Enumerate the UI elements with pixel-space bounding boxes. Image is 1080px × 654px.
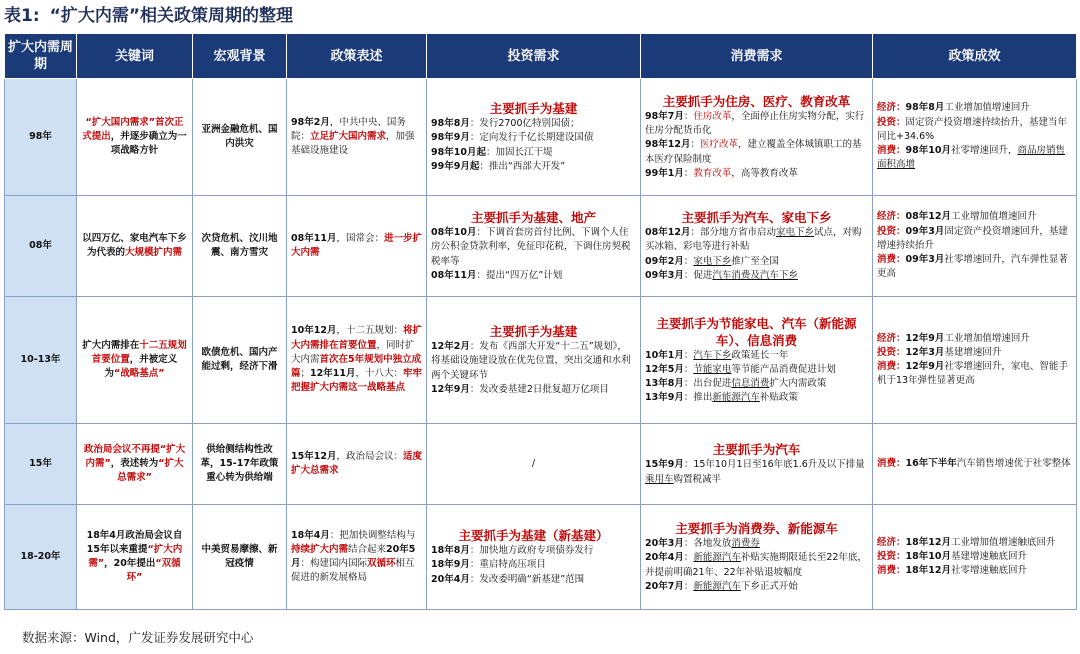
text-segment: ：推出 <box>683 392 713 404</box>
table-row <box>5 79 1077 196</box>
header-investment: 投资需求 <box>427 34 641 79</box>
header-consumption: 消费需求 <box>641 34 873 79</box>
list-item <box>645 391 868 405</box>
text-segment: 20年5月 <box>291 543 416 569</box>
period-cell: 18-20年 <box>5 505 77 610</box>
list-item <box>645 363 868 377</box>
text-segment: 经济： <box>877 536 906 548</box>
text-segment: 试点，对购买冰箱、彩电等进行补贴 <box>645 227 862 253</box>
investment-demand-cell <box>427 297 641 424</box>
consumption-demand-cell <box>641 505 873 610</box>
text-segment: ，20年提出 <box>104 558 156 569</box>
text-segment: 消费： <box>877 457 906 469</box>
text-segment: 节能家电 <box>693 363 732 375</box>
text-segment: ：下调首套房首付比例、下调个人住房公积金贷款利率，免征印花税，下调住房契税税率等 <box>431 227 631 267</box>
data-source-note: 数据来源：Wind，广发证券发展研究中心 <box>22 630 254 645</box>
list-item <box>431 146 636 160</box>
consumption-demand-cell <box>641 424 873 505</box>
text-segment: ，并逐步确立为一项战略方针 <box>110 130 187 157</box>
list-item <box>431 383 636 397</box>
text-segment: 适度扩大总需求 <box>291 450 422 476</box>
text-segment: ，同时扩大内需 <box>291 339 415 365</box>
text-segment: ：部分地方省市启动 <box>690 227 776 239</box>
text-segment: 20年4月 <box>431 573 470 585</box>
header-macro: 宏观背景 <box>193 34 287 79</box>
text-segment: 08年12月 <box>905 211 951 223</box>
text-segment: 政治局会议不再提“扩大内需” <box>83 443 186 469</box>
text-segment: ：促进 <box>683 269 713 281</box>
text-segment: 持续扩大内需 <box>291 543 349 555</box>
header-effect: 政策成效 <box>873 34 1077 79</box>
text-segment: ：构建国内国际 <box>300 558 368 569</box>
text-segment: 18年10月 <box>905 550 951 562</box>
text-segment: 扩大内需排在 <box>82 339 140 351</box>
text-segment: 工业增加值增速回升 <box>944 102 1030 114</box>
text-segment: 基建增速触底回升 <box>950 550 1027 562</box>
text-segment: 08年10月 <box>431 227 477 239</box>
list-item <box>645 580 868 594</box>
header-row <box>5 34 1077 79</box>
text-segment: ： <box>683 552 694 564</box>
macro-background-cell: 欧债危机、国内产能过剩，经济下滑 <box>193 297 287 424</box>
consumption-main-lever: 主要抓手为汽车 <box>712 442 801 458</box>
policy-effect-cell <box>873 79 1077 196</box>
investment-main-lever: 主要抓手为基建、地产 <box>470 210 596 226</box>
text-segment: 相互促进的新发展格局 <box>291 558 415 584</box>
text-segment: 牢牢把握扩大内需这一战略基点 <box>291 368 423 394</box>
text-segment: ，表述转为 <box>110 457 159 469</box>
text-segment: ：推出“西部大开发” <box>479 160 566 172</box>
text-segment: ： <box>683 255 694 267</box>
table-row <box>5 505 1077 610</box>
text-segment: 家电下乡 <box>693 255 732 267</box>
text-segment: 下乡正式开始 <box>740 580 798 592</box>
text-segment: 98年10月 <box>905 145 951 157</box>
text-segment: “战略基点” <box>114 368 165 380</box>
text-segment: “双循环” <box>126 558 181 584</box>
text-segment: ：发布《西部大开发“十二五”规划》，将基础设施建设放在优先位置，突出交通和水利两个关键环节 <box>431 341 631 381</box>
text-segment: 住房改革 <box>693 110 732 122</box>
text-segment: 18年9月 <box>431 559 470 571</box>
text-segment: “扩大总需求” <box>117 457 184 484</box>
text-segment: ，并被定义为 <box>104 353 178 380</box>
text-segment: 教育改革 <box>693 167 732 179</box>
text-segment: 将扩大内需排在首要位置 <box>291 325 422 351</box>
text-segment: 社零增速回升， <box>950 145 1018 157</box>
text-segment: 扩大内需政策 <box>769 378 827 389</box>
text-segment: 经济： <box>877 211 906 223</box>
list-item <box>877 360 1072 388</box>
text-segment: ：重启特高压项目 <box>469 559 546 571</box>
text-segment: 十二五规划首要位置 <box>91 339 187 365</box>
text-segment: 98年8月 <box>431 118 470 130</box>
investment-main-lever: 主要抓手为基建（新基建） <box>458 528 609 544</box>
text-segment: 汽车销售增速优于社零整体 <box>956 457 1071 469</box>
text-segment: 以四万亿、家电汽车下乡为代表的 <box>82 232 187 258</box>
list-item <box>877 536 1072 550</box>
text-segment: 信息消费 <box>731 378 770 389</box>
consumption-main-lever: 主要抓手为消费券、新能源车 <box>675 521 838 537</box>
text-segment: 经济： <box>877 332 906 344</box>
policy-statement-cell <box>287 505 427 610</box>
text-segment: 补贴政策 <box>759 392 798 404</box>
text-segment: 消费： <box>877 254 906 266</box>
text-segment: 08年11月 <box>291 232 337 244</box>
table-row <box>5 196 1077 297</box>
text-segment: 汽车消费及汽车下乡 <box>712 269 798 281</box>
text-segment: 10年12月 <box>291 325 337 337</box>
text-segment: 99年1月 <box>645 167 684 179</box>
text-segment: 经济： <box>877 102 906 114</box>
keyword-cell <box>77 424 193 505</box>
header-policy: 政策表述 <box>287 34 427 79</box>
macro-background-cell: 供给侧结构性改革，15-17年政策重心转为供给端 <box>193 424 287 505</box>
text-segment: ，政治局会议： <box>336 450 403 462</box>
consumption-demand-cell <box>641 196 873 297</box>
text-segment: ：加快地方政府专项债券发行 <box>469 545 594 557</box>
consumption-demand-cell <box>641 79 873 196</box>
list-item <box>877 346 1072 360</box>
list-item <box>431 117 636 131</box>
period-cell: 08年 <box>5 196 77 297</box>
text-segment: 12年3月 <box>905 346 945 358</box>
text-segment: ： <box>690 139 700 151</box>
macro-background-cell: 中美贸易摩擦、新冠疫情 <box>193 505 287 610</box>
text-segment: 工业增加值增速触底回升 <box>950 536 1056 548</box>
macro-background-cell: 亚洲金融危机、国内洪灾 <box>193 79 287 196</box>
text-segment: 18年4月政治局会议自15年以来重提 <box>86 529 183 555</box>
list-item <box>645 226 868 254</box>
text-segment: 立足扩大国内需求 <box>310 130 387 142</box>
keyword-cell <box>77 196 193 297</box>
text-segment: 09年3月 <box>905 254 945 266</box>
list-item <box>431 544 636 558</box>
text-segment: ：定向发行千亿长期建设国债 <box>469 132 594 144</box>
text-segment: 15年12月 <box>291 450 337 462</box>
text-segment: 社零增速回升，家电、智能手机于13年弹性显著更高 <box>877 361 1068 387</box>
text-segment: 等节能产品消费促进计划 <box>731 363 836 375</box>
investment-demand-cell: / <box>427 424 641 505</box>
text-segment: 18年4月 <box>291 529 330 541</box>
text-segment: 98年8月 <box>905 102 945 114</box>
policy-effect-cell <box>873 424 1077 505</box>
policy-effect-cell <box>873 505 1077 610</box>
text-segment: ，加强基础设施建设 <box>291 130 415 157</box>
table-title-text: “扩大内需”相关政策周期的整理 <box>49 6 293 26</box>
text-segment: ： <box>683 349 694 361</box>
list-item <box>645 255 868 269</box>
text-segment: “扩大国内需求”首次正式提出 <box>82 116 184 142</box>
text-segment: 消费： <box>877 361 906 372</box>
text-segment: ，国常会： <box>336 232 384 244</box>
text-segment: 新能源汽车 <box>712 392 760 404</box>
list-item <box>431 558 636 572</box>
policy-statement-cell <box>287 196 427 297</box>
text-segment: ：提出“四万亿”计划 <box>476 269 563 281</box>
keyword-cell <box>77 505 193 610</box>
text-segment: 98年9月 <box>431 132 470 144</box>
text-segment: ：发行2700亿特别国债； <box>469 118 580 130</box>
text-segment: 社零增速回升，汽车弹性显著更高 <box>877 254 1068 280</box>
list-item <box>877 101 1072 115</box>
text-segment: 98年12月 <box>645 139 691 151</box>
list-item <box>645 551 868 579</box>
table-body <box>5 79 1077 610</box>
text-segment: ：出台促进 <box>683 378 732 389</box>
text-segment: 政策延长一年 <box>731 349 789 361</box>
macro-background-cell: 次贷危机、汶川地震、南方雪灾 <box>193 196 287 297</box>
text-segment: 09年3月 <box>645 269 684 281</box>
policy-effect-cell <box>873 196 1077 297</box>
table-row <box>5 297 1077 424</box>
list-item <box>431 340 636 383</box>
list-item <box>877 550 1072 564</box>
text-segment: 18年12月 <box>905 565 951 577</box>
text-segment: 20年4月 <box>645 552 684 564</box>
consumption-main-lever: 主要抓手为汽车、家电下乡 <box>681 210 832 226</box>
text-segment: 12年11月 <box>310 368 356 380</box>
list-item <box>877 144 1072 172</box>
text-segment: 工业增加值增速回升 <box>944 332 1030 344</box>
list-item <box>877 457 1072 471</box>
text-segment: 大规模扩内需 <box>125 247 183 258</box>
policy-statement-cell <box>287 424 427 505</box>
text-segment: 补贴实施期限延长至22年底，并提前明确21年、22年补贴退坡幅度 <box>645 552 867 578</box>
text-segment: 09年2月 <box>645 255 684 267</box>
policy-statement-cell <box>287 79 427 196</box>
text-segment: 15年9月 <box>645 459 684 471</box>
text-segment: ：把加快调整结构与 <box>329 529 416 541</box>
period-cell: 10-13年 <box>5 297 77 424</box>
header-period: 扩大内需周期 <box>5 34 77 79</box>
text-segment: 社零增速触底回升 <box>950 565 1027 577</box>
text-segment: ：发改委明确“新基建”范围 <box>469 573 585 585</box>
keyword-cell <box>77 79 193 196</box>
list-item <box>645 269 868 283</box>
text-segment: 12年9月 <box>431 383 470 395</box>
text-segment: 投资： <box>877 225 906 237</box>
text-segment: 投资： <box>877 550 906 562</box>
list-item <box>877 210 1072 224</box>
text-segment: 基建增速回升 <box>944 346 1002 358</box>
list-item <box>877 116 1072 144</box>
text-segment: 推广至全国 <box>731 255 779 267</box>
list-item <box>877 564 1072 578</box>
table-number: 表1: <box>4 6 40 26</box>
text-segment: 10年1月 <box>645 349 684 361</box>
text-segment: 固定资产投资增速持续抬升，基建当年同比+34.6% <box>877 116 1068 142</box>
text-segment: ，中共中央、国务院： <box>291 116 406 142</box>
text-segment: 投资： <box>877 116 906 128</box>
text-segment: 13年8月 <box>645 378 684 389</box>
list-item <box>431 226 636 269</box>
text-segment: 98年2月 <box>291 116 330 128</box>
text-segment: ： <box>683 580 694 592</box>
text-segment: 98年7月 <box>645 110 684 122</box>
text-segment: ：15年10月1日至16年底1.6升及以下排量 <box>683 459 865 471</box>
table-row <box>5 424 1077 505</box>
text-segment: 09年3月 <box>905 225 945 237</box>
text-segment: 12年2月 <box>431 341 470 353</box>
list-item <box>431 131 636 145</box>
text-segment: 汽车下乡 <box>693 349 732 361</box>
investment-demand-cell <box>427 79 641 196</box>
text-segment: 12年9月 <box>905 332 945 344</box>
list-item <box>645 110 868 138</box>
text-segment: 商品房销售面积高增 <box>877 145 1065 171</box>
text-segment: 购置税减半 <box>673 473 722 485</box>
list-item <box>645 458 868 486</box>
list-item <box>877 253 1072 281</box>
text-segment: 固定资产投资增速回升，基建增速持续抬升 <box>877 225 1068 251</box>
text-segment: 消费： <box>877 565 906 577</box>
text-segment: 12年9月 <box>905 361 945 372</box>
text-segment: 双循环 <box>367 558 396 569</box>
text-segment: ，建立覆盖全体城镇职工的基本医疗保险制度 <box>645 139 862 165</box>
text-segment: 新能源汽车 <box>693 552 741 564</box>
text-segment: 乘用车 <box>645 473 674 485</box>
investment-demand-cell <box>427 505 641 610</box>
text-segment: 投资： <box>877 346 906 358</box>
list-item <box>877 332 1072 346</box>
text-segment: 首次在5年规划中独立成篇 <box>291 353 422 380</box>
list-item <box>431 269 636 283</box>
text-segment: 98年10月起 <box>431 146 486 158</box>
list-item <box>877 225 1072 253</box>
policy-effect-cell <box>873 297 1077 424</box>
text-segment: 18年12月 <box>905 536 951 548</box>
consumption-main-lever: 主要抓手为节能家电、汽车（新能源车）、信息消费 <box>656 315 857 348</box>
text-segment: 20年3月 <box>645 538 684 550</box>
text-segment: ： <box>683 167 694 179</box>
text-segment: ； <box>300 368 311 380</box>
text-segment: ：发改委基建2日批复超万亿项目 <box>469 383 609 395</box>
list-item <box>645 537 868 551</box>
list-item <box>645 138 868 166</box>
text-segment: 13年9月 <box>645 392 684 404</box>
text-segment: 20年7月 <box>645 580 684 592</box>
text-segment: ，高等教育改革 <box>731 167 798 179</box>
list-item <box>645 349 868 363</box>
text-segment: 08年11月 <box>431 269 477 281</box>
text-segment: 医疗改革 <box>699 139 738 151</box>
policy-cycle-table <box>4 33 1077 610</box>
text-segment: 08年12月 <box>645 227 691 239</box>
period-cell: 15年 <box>5 424 77 505</box>
investment-main-lever: 主要抓手为基建 <box>489 101 578 117</box>
text-segment: 18年8月 <box>431 545 470 557</box>
text-segment: 消费： <box>877 145 906 157</box>
investment-demand-cell <box>427 196 641 297</box>
text-segment: 家电下乡 <box>775 227 814 239</box>
text-segment: 99年9月起 <box>431 160 480 172</box>
text-segment: 16年下半年 <box>905 457 957 469</box>
list-item <box>645 167 868 181</box>
text-segment: “扩大内需” <box>88 543 183 569</box>
text-segment: ： <box>683 363 694 375</box>
list-item <box>431 160 636 174</box>
investment-main-lever: 主要抓手为基建 <box>489 324 578 340</box>
text-segment: ，十二五规划： <box>336 325 403 337</box>
text-segment: ，全面停止住房实物分配，实行住房分配货币化 <box>645 110 865 137</box>
text-segment: ：加固长江干堤 <box>485 146 553 158</box>
text-segment: 消费券 <box>731 538 760 550</box>
text-segment: 工业增加值增速回升 <box>950 211 1037 223</box>
text-segment: ：各地发放 <box>683 538 732 550</box>
text-segment: 新能源汽车 <box>693 580 741 592</box>
list-item <box>431 573 636 587</box>
text-segment: ： <box>683 110 694 122</box>
text-segment: 进一步扩大内需 <box>291 232 422 258</box>
policy-statement-cell <box>287 297 427 424</box>
consumption-main-lever: 主要抓手为住房、医疗、教育改革 <box>662 93 851 109</box>
period-cell: 98年 <box>5 79 77 196</box>
table-title <box>4 2 293 30</box>
text-segment: 12年5月 <box>645 363 684 375</box>
keyword-cell <box>77 297 193 424</box>
header-keyword: 关键词 <box>77 34 193 79</box>
text-segment: ，十八大： <box>355 368 403 380</box>
list-item <box>645 377 868 391</box>
text-segment: 结合起来 <box>348 543 387 555</box>
consumption-demand-cell <box>641 297 873 424</box>
